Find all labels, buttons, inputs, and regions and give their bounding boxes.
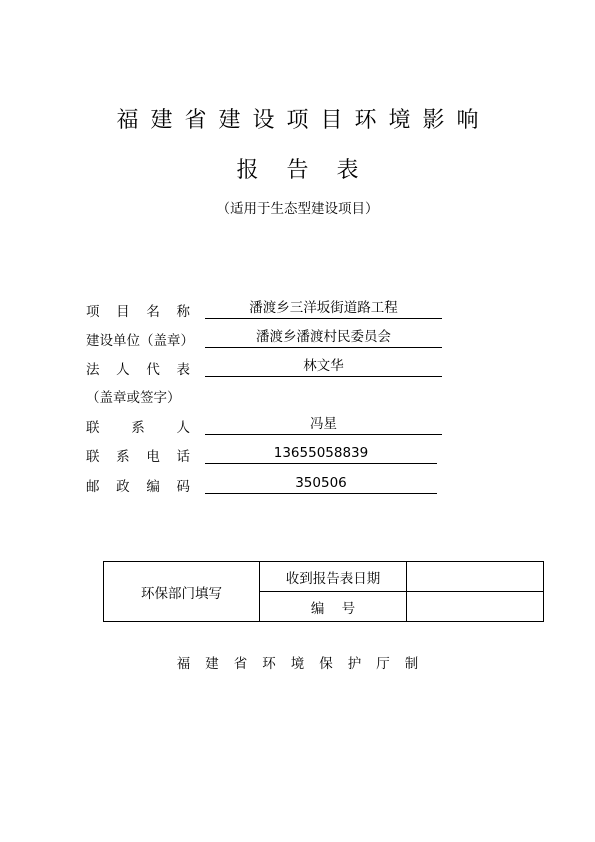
construction-unit-label: 建设单位（盖章） — [86, 333, 194, 349]
label-char: 项 — [86, 304, 100, 320]
stamp-or-sign-note: （盖章或签字） — [86, 390, 181, 406]
construction-unit-value: 潘渡乡潘渡村民委员会 — [205, 329, 442, 348]
postcode-label — [86, 475, 190, 495]
label-char: 称 — [176, 304, 190, 320]
office-use-table — [103, 561, 544, 622]
document-subtitle: （适用于生态型建设项目） — [216, 201, 379, 217]
label-char: 人 — [116, 362, 130, 378]
label-char: 联 — [86, 420, 100, 436]
phone-value: 13655058839 — [205, 445, 437, 464]
dept-label-cell: 环保部门填写 — [104, 562, 260, 622]
label-char: 联 — [86, 449, 100, 465]
label-char: 政 — [116, 479, 130, 495]
project-name-label — [86, 300, 190, 320]
label-char: 目 — [116, 304, 130, 320]
document-title-line2: 报告表 — [236, 158, 387, 183]
label-char: 表 — [176, 362, 190, 378]
postcode-value: 350506 — [205, 475, 437, 494]
received-date-label-cell: 收到报告表日期 — [260, 562, 407, 592]
label-char: 编 — [146, 479, 160, 495]
label-char: 名 — [146, 304, 160, 320]
legal-rep-value: 林文华 — [205, 358, 442, 377]
contact-person-label — [86, 416, 190, 436]
label-char: 电 — [146, 449, 160, 465]
project-name-value: 潘渡乡三洋坂街道路工程 — [205, 300, 442, 319]
legal-rep-label — [86, 358, 190, 378]
label-char: 代 — [146, 362, 160, 378]
label-char: 系 — [116, 449, 130, 465]
label-char: 码 — [176, 479, 190, 495]
document-title-line1: 福建省建设项目环境影响 — [116, 108, 491, 133]
issuer-footer: 福建省环境保护厅制 — [176, 656, 434, 672]
number-label-cell: 编 号 — [260, 592, 407, 622]
phone-label — [86, 445, 190, 465]
label-char: 人 — [176, 420, 190, 436]
contact-person-value: 冯星 — [205, 416, 442, 435]
label-char: 法 — [86, 362, 100, 378]
number-value-cell[interactable] — [407, 592, 544, 622]
label-char: 邮 — [86, 479, 100, 495]
table-row — [104, 562, 544, 592]
label-char: 话 — [176, 449, 190, 465]
label-char: 系 — [131, 420, 145, 436]
received-date-value-cell[interactable] — [407, 562, 544, 592]
